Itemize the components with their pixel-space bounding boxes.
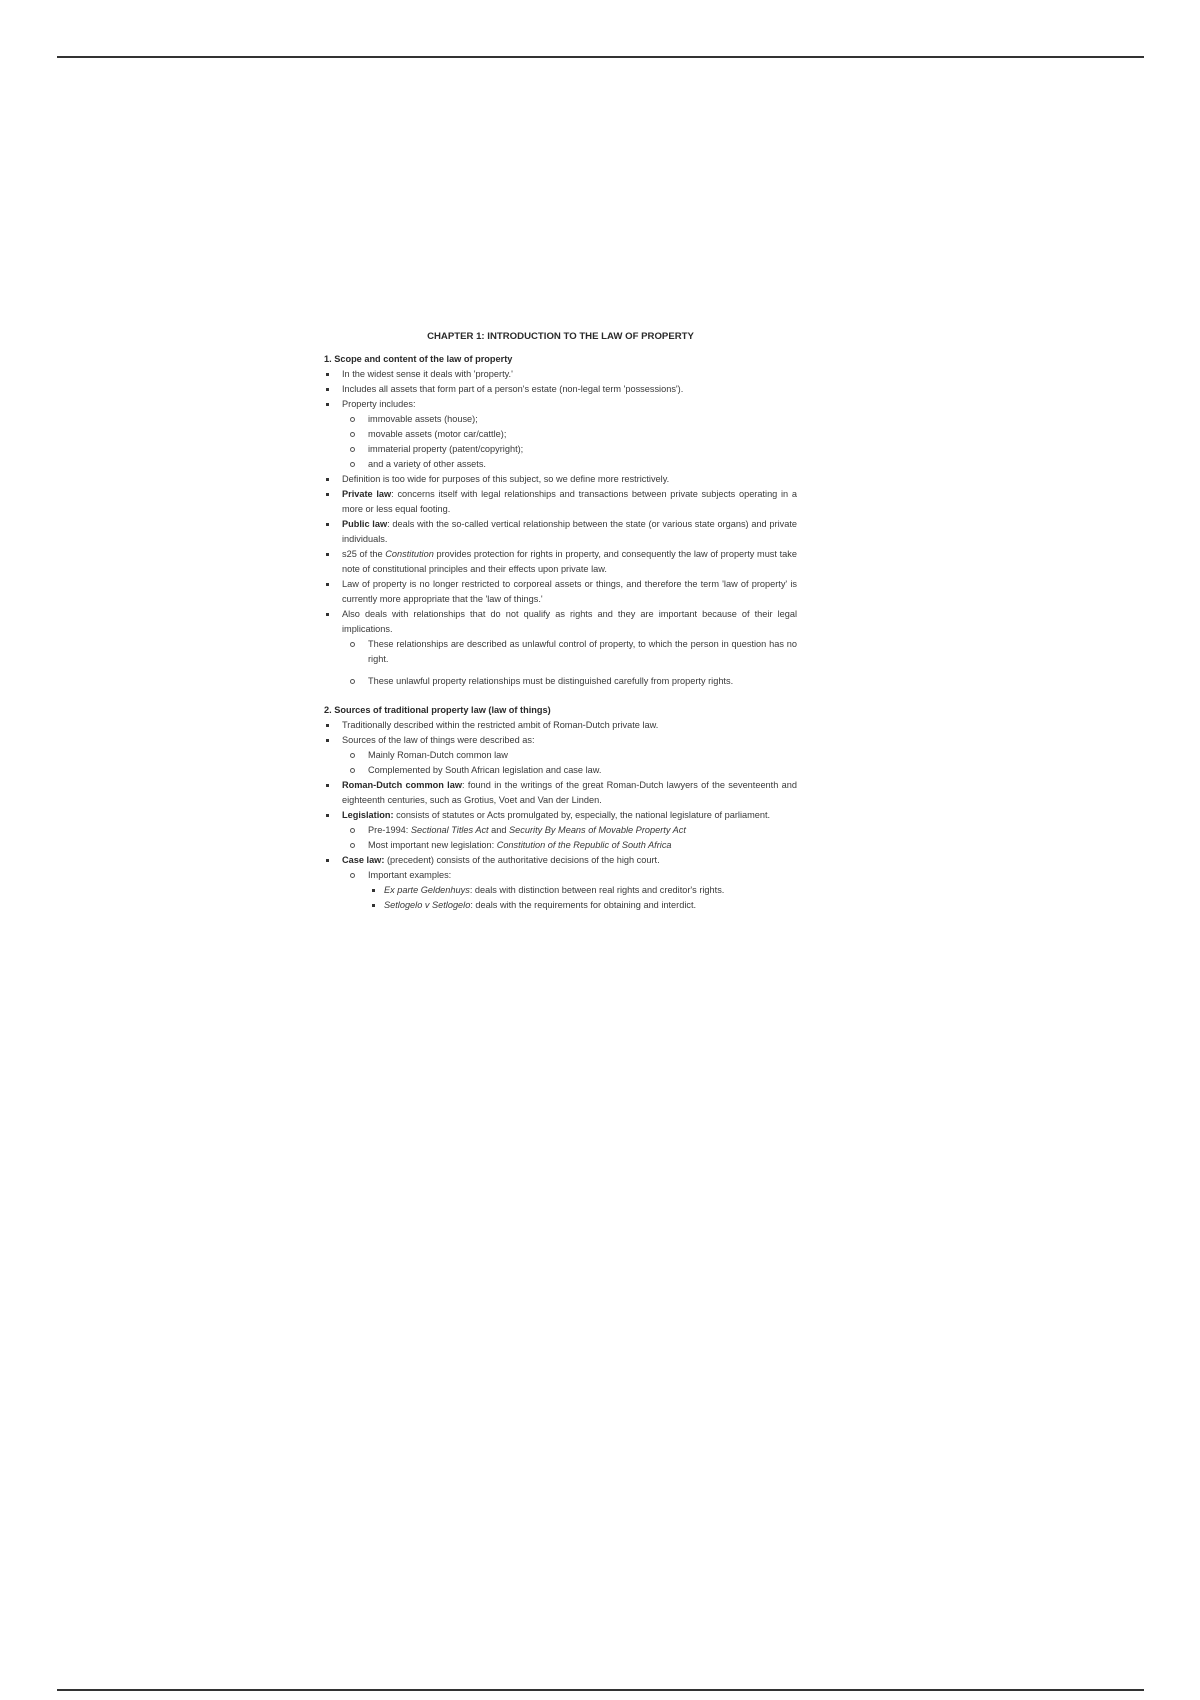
list-item-text: provides protection for rights in property, and consequently the law of property must take note of constitutional principles and their effects upon private law. — [342, 549, 797, 574]
section-scope — [324, 352, 797, 689]
header-rule — [57, 56, 1144, 58]
sub-list-item — [342, 823, 797, 838]
case-example — [368, 883, 797, 898]
list-item-text: Property includes: — [342, 399, 416, 409]
list-item — [324, 397, 797, 472]
section-heading: 1. Scope and content of the law of property — [324, 354, 513, 364]
list-item: Traditionally described within the restricted ambit of Roman-Dutch private law. — [324, 718, 797, 733]
section-sources — [324, 703, 797, 913]
list-item-text: and — [488, 825, 510, 835]
sub-sub-list — [368, 883, 797, 913]
list-item — [324, 778, 797, 808]
term-definition: consists of statutes or Acts promulgated by, especially, the national legislature of parliament. — [393, 810, 771, 820]
sub-list-item: These relationships are described as unlawful control of property, to which the person in question has no right. — [342, 637, 797, 667]
list-item: Includes all assets that form part of a person's estate (non-legal term 'possessions'). — [324, 382, 797, 397]
sub-list-item: immaterial property (patent/copyright); — [342, 442, 797, 457]
sub-list-item: Mainly Roman-Dutch common law — [342, 748, 797, 763]
term-definition: : concerns itself with legal relationships and transactions between private subjects operating in a more or less equal footing. — [342, 489, 797, 514]
list-item — [324, 607, 797, 689]
sub-list — [342, 868, 797, 913]
term-label: Public law — [342, 519, 388, 529]
italic-term: Constitution — [385, 549, 434, 559]
list-item-text: Important examples: — [368, 870, 452, 880]
list-item — [324, 517, 797, 547]
sub-list-item: and a variety of other assets. — [342, 457, 797, 472]
sub-list-item: Complemented by South African legislation and case law. — [342, 763, 797, 778]
sub-list — [342, 412, 797, 472]
sub-list — [342, 637, 797, 689]
list-item — [324, 487, 797, 517]
sub-list — [342, 748, 797, 778]
list-item — [324, 733, 797, 778]
document-page-content — [324, 329, 797, 913]
list-item-text: Sources of the law of things were described as: — [342, 735, 535, 745]
list-item-text: Also deals with relationships that do not qualify as rights and they are important because of their legal implications. — [342, 609, 797, 634]
term-definition: (precedent) consists of the authoritative decisions of the high court. — [384, 855, 660, 865]
list-item-text: Most important new legislation: — [368, 840, 497, 850]
list-item-text: Pre-1994: — [368, 825, 411, 835]
list-item — [324, 547, 797, 577]
sub-list-item — [342, 838, 797, 853]
term-label: Legislation: — [342, 810, 394, 820]
list-item: Definition is too wide for purposes of this subject, so we define more restrictively. — [324, 472, 797, 487]
bullet-list — [324, 367, 797, 689]
case-name: Setlogelo v Setlogelo — [384, 900, 471, 910]
list-item: In the widest sense it deals with 'property.' — [324, 367, 797, 382]
italic-term: Sectional Titles Act — [410, 825, 489, 835]
case-name: Ex parte Geldenhuys — [384, 885, 470, 895]
case-example — [368, 898, 797, 913]
section-heading: 2. Sources of traditional property law (law of things) — [324, 705, 551, 715]
italic-term: Security By Means of Movable Property Act — [509, 825, 686, 835]
sub-list-item — [342, 868, 797, 913]
italic-term: Constitution of the Republic of South Africa — [496, 840, 672, 850]
term-label: Private law — [342, 489, 392, 499]
list-item-text: s25 of the — [342, 549, 386, 559]
term-definition: : deals with the so-called vertical relationship between the state (or various state organs) and private individuals. — [342, 519, 797, 544]
term-label: Case law: — [342, 855, 385, 865]
list-item — [324, 808, 797, 853]
list-item — [324, 853, 797, 913]
case-description: : deals with the requirements for obtaining and interdict. — [470, 900, 697, 910]
bullet-list — [324, 718, 797, 913]
term-definition: : found in the writings of the great Roman-Dutch lawyers of the seventeenth and eighteenth centuries, such as Grotius, Voet and Van der Linden. — [342, 780, 797, 805]
case-description: : deals with distinction between real rights and creditor's rights. — [469, 885, 725, 895]
chapter-title: CHAPTER 1: INTRODUCTION TO THE LAW OF PROPERTY — [427, 331, 694, 342]
term-label: Roman-Dutch common law — [342, 780, 462, 790]
sub-list-item: movable assets (motor car/cattle); — [342, 427, 797, 442]
sub-list-item: These unlawful property relationships must be distinguished carefully from property rights. — [342, 674, 797, 689]
list-item: Law of property is no longer restricted to corporeal assets or things, and therefore the term 'law of property' is currently more appropriate that the 'law of things.' — [324, 577, 797, 607]
sub-list-item: immovable assets (house); — [342, 412, 797, 427]
sub-list — [342, 823, 797, 853]
footer-rule — [57, 1689, 1144, 1691]
